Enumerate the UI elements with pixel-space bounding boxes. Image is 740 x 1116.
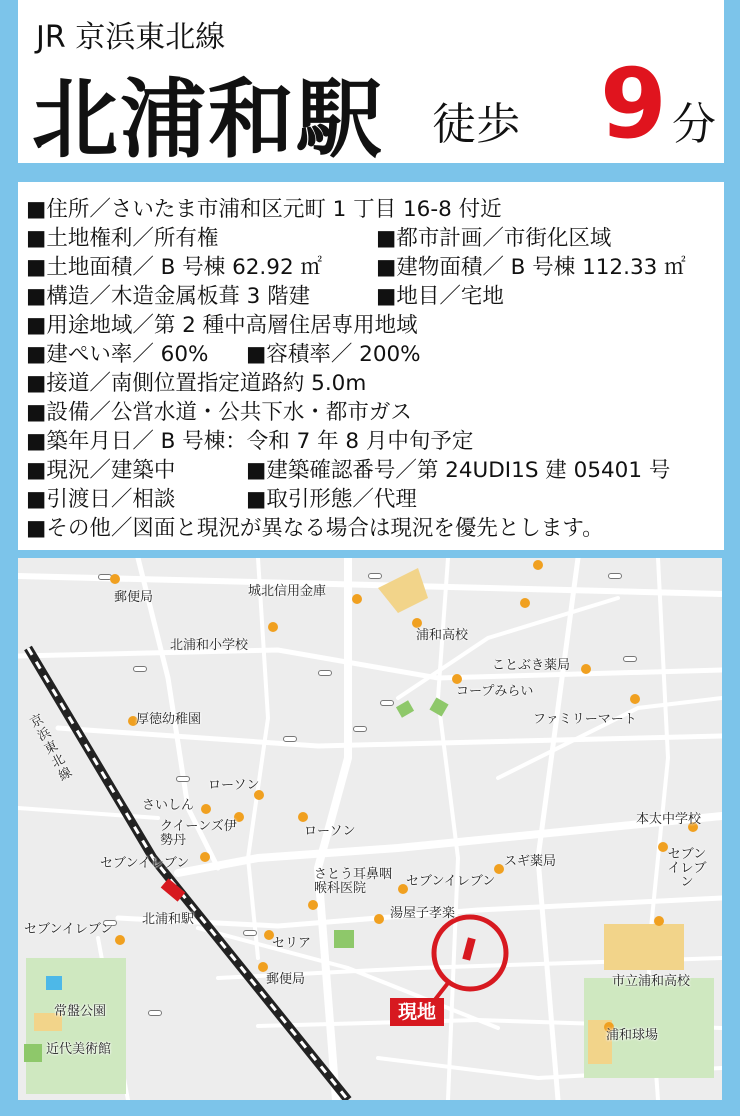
label-modern-art-museum: 近代美術館	[46, 1042, 112, 1057]
label-kotobuki: ことぶき薬局	[492, 658, 571, 673]
info-city-planning: ■都市計画／市街化区域	[376, 226, 612, 251]
poi-dot	[268, 622, 278, 632]
info-floor-ratio: ■容積率／ 200%	[246, 342, 421, 367]
label-post-office-north: 郵便局	[114, 590, 154, 605]
label-seven-west: セブンイレブン	[24, 922, 114, 937]
green-patch-1	[396, 700, 414, 717]
poi-dot	[374, 914, 384, 924]
info-delivery: ■引渡日／相談	[26, 487, 176, 512]
poi-dot	[581, 664, 591, 674]
info-address: ■住所／さいたま市浦和区元町 1 丁目 16-8 付近	[26, 197, 502, 222]
poi-dot	[352, 594, 362, 604]
info-land-rights: ■土地権利／所有権	[26, 226, 219, 251]
header-panel	[18, 0, 724, 170]
walk-label: 徒歩	[432, 99, 520, 150]
label-saishin: さいしん	[142, 798, 195, 813]
label-seven-east: セブンイレブン	[667, 847, 707, 890]
traffic-signal	[608, 573, 622, 579]
station-name: 北浦和駅	[32, 70, 384, 170]
traffic-signal	[283, 736, 297, 742]
municipal-high-buildings	[604, 924, 684, 970]
label-municipal-high: 市立浦和高校	[612, 974, 691, 989]
label-familymart: ファミリーマート	[533, 712, 637, 727]
traffic-signal	[148, 1010, 162, 1016]
info-utilities: ■設備／公営水道・公共下水・都市ガス	[26, 400, 412, 425]
info-land-category: ■地目／宅地	[376, 284, 504, 309]
info-ratio-row	[26, 337, 421, 368]
park-pond	[46, 976, 62, 990]
label-urawa-high: 浦和高校	[416, 628, 469, 643]
label-tokiwa-park: 常盤公園	[54, 1004, 107, 1019]
info-road: ■接道／南側位置指定道路約 5.0m	[26, 371, 367, 396]
info-structure: ■構造／木造金属板葺 3 階建	[26, 284, 311, 309]
museum-green	[24, 1044, 42, 1062]
label-koutoku-kindergarten: 厚徳幼稚園	[136, 712, 202, 727]
traffic-signal	[318, 670, 332, 676]
poi-dot	[200, 852, 210, 862]
poi-dot	[520, 598, 530, 608]
info-building-area: ■建物面積／ B 号棟 112.33 ㎡	[376, 255, 686, 280]
property-info-panel	[18, 182, 724, 550]
label-urawa-stadium: 浦和球場	[606, 1028, 659, 1043]
poi-dot	[110, 574, 120, 584]
info-delivery-row	[26, 482, 417, 513]
label-station: 北浦和駅	[142, 912, 195, 927]
poi-dot	[115, 935, 125, 945]
info-zoning: ■用途地域／第 2 種中高層住居専用地域	[26, 313, 418, 338]
info-land-rights-row	[26, 221, 612, 252]
label-lawson-2: ローソン	[304, 824, 356, 839]
poi-dot	[308, 900, 318, 910]
label-sugi: スギ薬局	[504, 854, 557, 869]
area-map	[18, 558, 722, 1100]
line-name: JR 京浜東北線	[36, 20, 226, 55]
map-canvas	[18, 558, 722, 1100]
minute-unit: 分	[672, 99, 716, 150]
info-built: ■築年月日／ B 号棟：令和 7 年 8 月中旬予定	[26, 429, 474, 454]
label-queens-isetan: クイーンズ伊勢丹	[160, 819, 237, 848]
label-seria: セリア	[272, 936, 312, 951]
traffic-signal	[243, 930, 257, 936]
poi-dot	[533, 560, 543, 570]
info-structure-row	[26, 279, 504, 310]
label-kitaurawa-elementary: 北浦和小学校	[170, 638, 249, 653]
label-lawson-1: ローソン	[208, 778, 260, 793]
info-area-row	[26, 250, 686, 281]
label-yuya: 湯屋子孝楽	[390, 906, 456, 921]
info-status: ■現況／建築中	[26, 458, 176, 483]
info-coverage: ■建ぺい率／ 60%	[26, 342, 209, 367]
info-transaction: ■取引形態／代理	[246, 487, 417, 512]
poi-dot	[494, 864, 504, 874]
site-label: 現地	[390, 998, 444, 1026]
label-keihin-tohoku-line: 京浜東北線	[28, 711, 75, 785]
label-seven-1: セブンイレブン	[100, 856, 190, 871]
info-other: ■その他／図面と現況が異なる場合は現況を優先とします。	[26, 516, 604, 541]
label-motobuto-junior: 本太中学校	[636, 812, 702, 827]
traffic-signal	[368, 573, 382, 579]
label-sato-ent: さとう耳鼻咽喉科医院	[314, 867, 393, 896]
traffic-signal	[380, 700, 394, 706]
urawa-high-buildings	[378, 568, 428, 613]
poi-dot	[654, 916, 664, 926]
small-park	[334, 930, 354, 948]
info-status-row	[26, 453, 671, 484]
label-seven-2: セブンイレブン	[406, 874, 496, 889]
traffic-signal	[133, 666, 147, 672]
label-johoku-shinkin: 城北信用金庫	[248, 584, 327, 599]
poi-dot	[201, 804, 211, 814]
label-post-office-south: 郵便局	[266, 972, 306, 987]
info-land-area: ■土地面積／ B 号棟 62.92 ㎡	[26, 255, 322, 280]
traffic-signal	[623, 656, 637, 662]
poi-dot	[630, 694, 640, 704]
traffic-signal	[353, 726, 367, 732]
site-marker	[430, 917, 506, 1006]
traffic-signal	[176, 776, 190, 782]
label-coop: コープみらい	[456, 684, 534, 699]
info-permit: ■建築確認番号／第 24UDI1S 建 05401 号	[246, 458, 671, 483]
green-patch-2	[429, 697, 448, 716]
walk-minutes: 9	[600, 48, 667, 160]
